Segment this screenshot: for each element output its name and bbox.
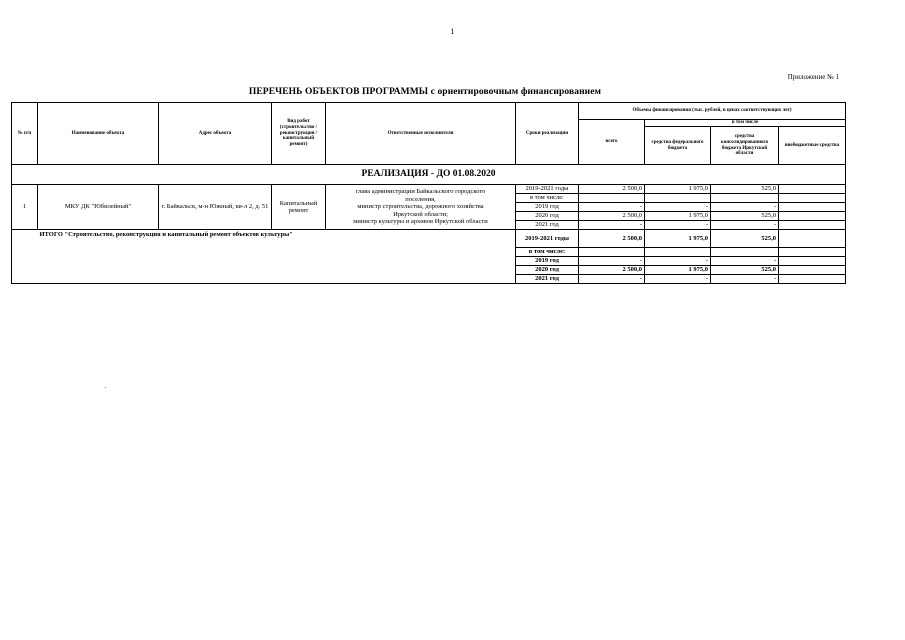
federal-cell: - [645, 221, 711, 230]
total-cell: - [579, 275, 645, 284]
extra-cell [779, 257, 846, 266]
total-cell [579, 248, 645, 257]
term-cell: 2021 год [516, 275, 579, 284]
extra-cell [779, 275, 846, 284]
header-regional: средства консолидированного бюджета Иркутской области [711, 127, 779, 165]
page-number: 1 [450, 27, 455, 36]
header-terms: Сроки реализации [516, 103, 579, 165]
extra-cell [779, 248, 846, 257]
responsible-line: поселения, [405, 195, 436, 203]
total-cell: 2 500,0 [579, 230, 645, 248]
object-num: 1 [12, 185, 38, 230]
extra-cell [779, 230, 846, 248]
responsible-line: Иркутской области; [393, 210, 448, 218]
extra-cell [779, 212, 846, 221]
object-address: г. Байкальск, м-н Южный, кв-л 2, д. 51 [159, 185, 272, 230]
total-spacer [12, 230, 38, 284]
responsible-line: министр строительства, дорожного хозяйства [357, 203, 484, 211]
header-including: в том числе [645, 120, 846, 127]
total-cell: 2 500,0 [579, 212, 645, 221]
objects-table [11, 102, 846, 284]
section-row [12, 165, 846, 185]
table-row [12, 185, 846, 194]
extra-cell [779, 203, 846, 212]
regional-cell [711, 248, 779, 257]
header-federal: средства федерального бюджета [645, 127, 711, 165]
term-cell: 2021 год [516, 221, 579, 230]
total-cell [579, 194, 645, 203]
total-title: ИТОГО "Строительство, реконструкция и капитальный ремонт объектов культуры" [38, 230, 516, 284]
term-cell: 2020 год [516, 266, 579, 275]
header-responsible: Ответственные исполнители [326, 103, 516, 165]
extra-cell [779, 185, 846, 194]
object-name: МКУ ДК "Юбилейный" [38, 185, 159, 230]
federal-cell: 1 975,0 [645, 185, 711, 194]
header-row-1 [12, 103, 846, 120]
total-cell: 2 500,0 [579, 185, 645, 194]
regional-cell: 525,0 [711, 212, 779, 221]
regional-cell: 525,0 [711, 230, 779, 248]
extra-cell [779, 221, 846, 230]
header-funding: Объемы финансирования (тыс. рублей, в ценах соответствующих лет) [579, 103, 846, 120]
section-title: РЕАЛИЗАЦИЯ - ДО 01.08.2020 [12, 165, 846, 185]
regional-cell: 525,0 [711, 266, 779, 275]
scan-speck [105, 387, 106, 388]
header-work-type: Вид работ (строительство /реконструкция /капитальный ремонт) [272, 103, 326, 165]
term-cell: в том числе: [516, 248, 579, 257]
term-cell: 2019 год [516, 257, 579, 266]
header-total: всего [579, 120, 645, 165]
regional-cell [711, 194, 779, 203]
regional-cell: 525,0 [711, 185, 779, 194]
federal-cell [645, 248, 711, 257]
regional-cell: - [711, 221, 779, 230]
federal-cell: - [645, 203, 711, 212]
responsible-line: министр культуры и архивов Иркутской области [353, 218, 488, 226]
header-address: Адрес объекта [159, 103, 272, 165]
regional-cell: - [711, 257, 779, 266]
regional-cell: - [711, 203, 779, 212]
term-cell: 2019-2021 годы [516, 185, 579, 194]
extra-cell [779, 266, 846, 275]
header-num: № п/п [12, 103, 38, 165]
federal-cell: 1 975,0 [645, 266, 711, 275]
total-cell: - [579, 203, 645, 212]
header-extrabudget: внебюджетные средства [779, 127, 846, 165]
federal-cell [645, 194, 711, 203]
object-work-type: Капитальный ремонт [272, 185, 326, 230]
federal-cell: 1 975,0 [645, 212, 711, 221]
header-name: Наименование объекта [38, 103, 159, 165]
total-row [12, 230, 846, 248]
term-cell: 2020 год [516, 212, 579, 221]
total-cell: - [579, 257, 645, 266]
regional-cell: - [711, 275, 779, 284]
federal-cell: - [645, 257, 711, 266]
extra-cell [779, 194, 846, 203]
document-title: ПЕРЕЧЕНЬ ОБЪЕКТОВ ПРОГРАММЫ с ориентировочным финансированием [248, 87, 602, 97]
appendix-label: Приложение № 1 [787, 73, 839, 81]
object-responsible [326, 185, 516, 230]
federal-cell: 1 975,0 [645, 230, 711, 248]
total-cell: 2 500,0 [579, 266, 645, 275]
term-cell: 2019-2021 годы [516, 230, 579, 248]
term-cell: в том числе: [516, 194, 579, 203]
responsible-line: глава администрации Байкальского городского [355, 188, 486, 196]
federal-cell: - [645, 275, 711, 284]
term-cell: 2019 год [516, 203, 579, 212]
total-cell: - [579, 221, 645, 230]
